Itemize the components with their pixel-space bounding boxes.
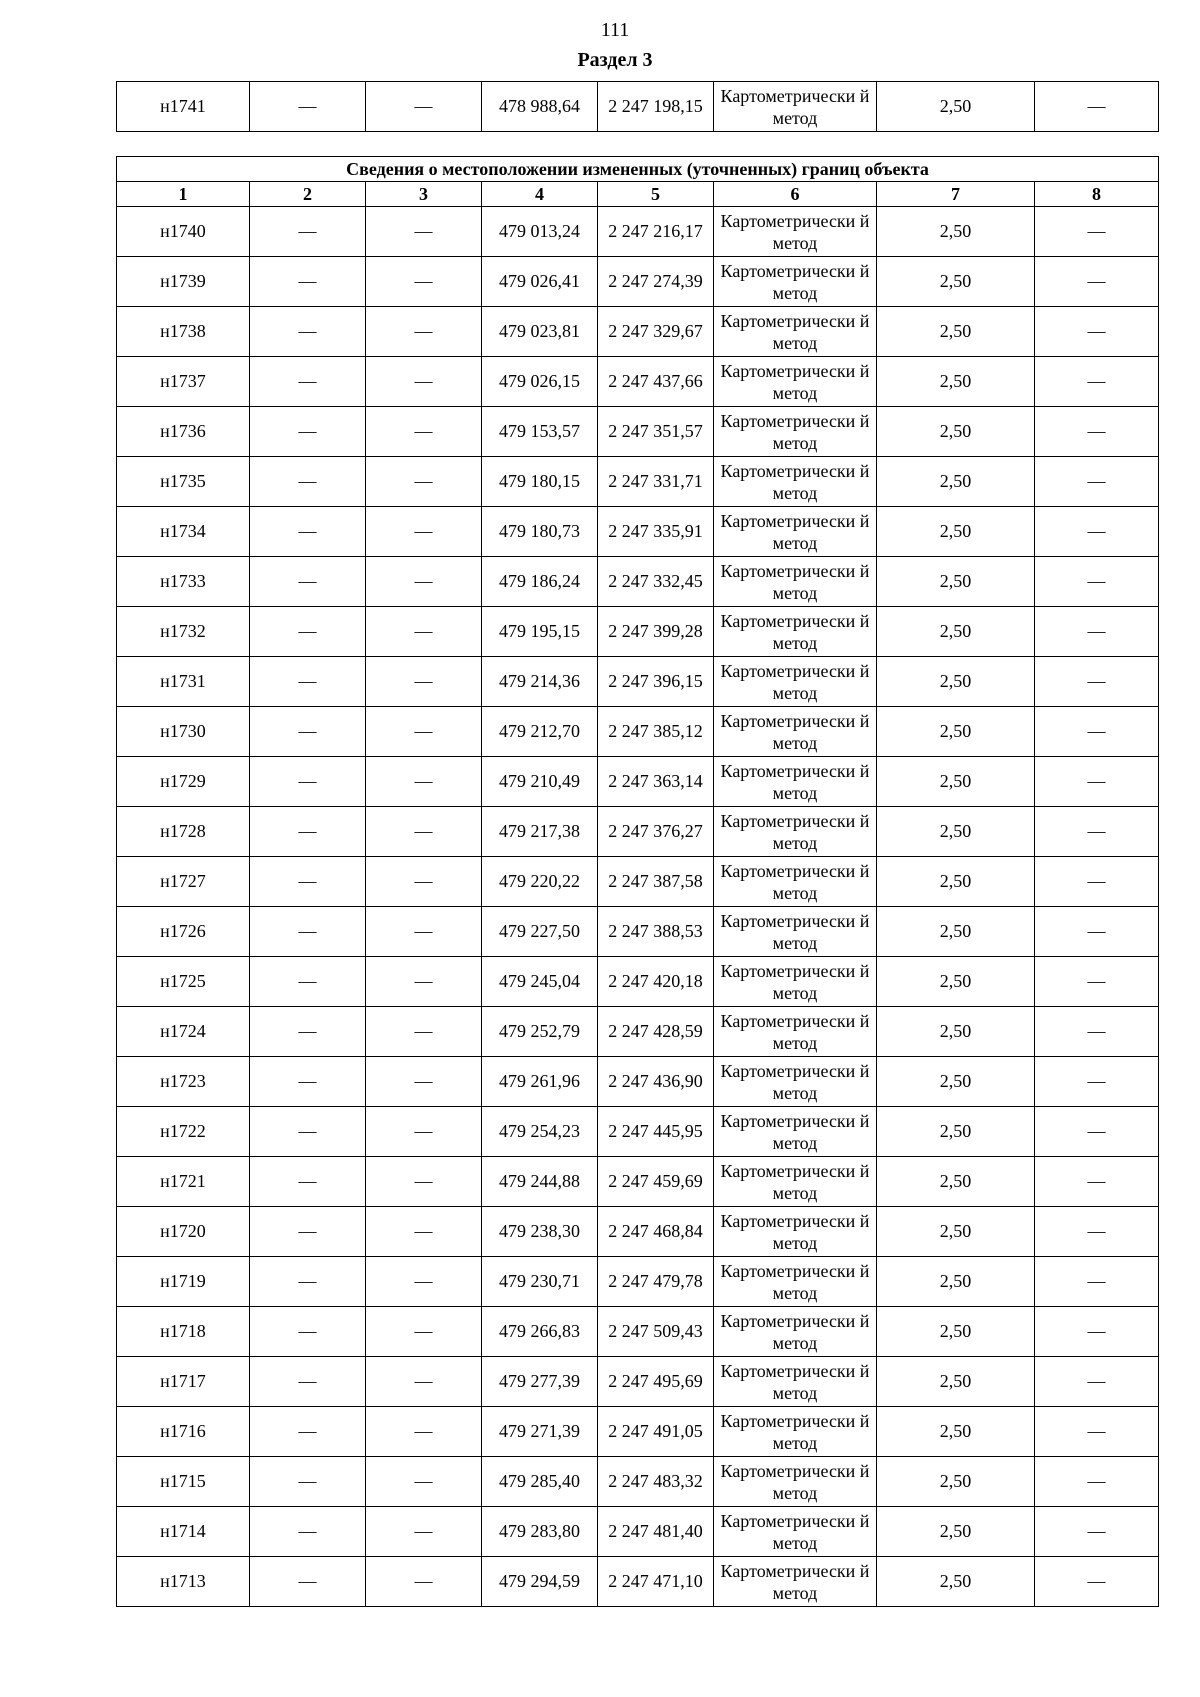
column-number-8: 8 — [1035, 182, 1159, 207]
method-cell: Картометрически й метод — [714, 1507, 877, 1557]
table-row — [117, 1107, 1159, 1157]
x-coordinate-cell: 479 210,49 — [482, 757, 598, 807]
accuracy-cell: 2,50 — [877, 657, 1035, 707]
x-coordinate-cell: 479 294,59 — [482, 1557, 598, 1607]
table-row — [117, 857, 1159, 907]
point-id-cell: н1729 — [117, 757, 250, 807]
table-row — [117, 957, 1159, 1007]
point-id-cell: н1730 — [117, 707, 250, 757]
empty-cell: — — [1035, 1407, 1159, 1457]
y-coordinate-cell: 2 247 479,78 — [598, 1257, 714, 1307]
point-id-cell: н1740 — [117, 207, 250, 257]
top-table-body — [117, 82, 1159, 132]
y-coordinate-cell: 2 247 481,40 — [598, 1507, 714, 1557]
accuracy-cell: 2,50 — [877, 707, 1035, 757]
accuracy-cell: 2,50 — [877, 507, 1035, 557]
empty-cell: — — [250, 457, 366, 507]
empty-cell: — — [250, 1157, 366, 1207]
empty-cell: — — [366, 857, 482, 907]
empty-cell: — — [250, 857, 366, 907]
accuracy-cell: 2,50 — [877, 607, 1035, 657]
table-row — [117, 757, 1159, 807]
empty-cell: — — [366, 757, 482, 807]
empty-cell: — — [250, 1407, 366, 1457]
table-row — [117, 82, 1159, 132]
table-row — [117, 457, 1159, 507]
point-id-cell: н1721 — [117, 1157, 250, 1207]
x-coordinate-cell: 479 220,22 — [482, 857, 598, 907]
accuracy-cell: 2,50 — [877, 757, 1035, 807]
accuracy-cell: 2,50 — [877, 1557, 1035, 1607]
empty-cell: — — [250, 257, 366, 307]
x-coordinate-cell: 479 214,36 — [482, 657, 598, 707]
empty-cell: — — [250, 607, 366, 657]
accuracy-cell: 2,50 — [877, 1107, 1035, 1157]
empty-cell: — — [250, 357, 366, 407]
y-coordinate-cell: 2 247 459,69 — [598, 1157, 714, 1207]
accuracy-cell: 2,50 — [877, 1157, 1035, 1207]
table-row — [117, 657, 1159, 707]
x-coordinate-cell: 479 026,41 — [482, 257, 598, 307]
y-coordinate-cell: 2 247 351,57 — [598, 407, 714, 457]
section-title: Раздел 3 — [577, 49, 653, 71]
table-row — [117, 507, 1159, 557]
accuracy-cell: 2,50 — [877, 1407, 1035, 1457]
empty-cell: — — [366, 257, 482, 307]
point-id-cell: н1738 — [117, 307, 250, 357]
empty-cell: — — [1035, 257, 1159, 307]
table-row — [117, 557, 1159, 607]
empty-cell: — — [366, 1557, 482, 1607]
y-coordinate-cell: 2 247 437,66 — [598, 357, 714, 407]
table-row — [117, 807, 1159, 857]
y-coordinate-cell: 2 247 396,15 — [598, 657, 714, 707]
x-coordinate-cell: 479 180,73 — [482, 507, 598, 557]
empty-cell: — — [366, 207, 482, 257]
empty-cell: — — [1035, 357, 1159, 407]
table-row — [117, 307, 1159, 357]
accuracy-cell: 2,50 — [877, 82, 1035, 132]
y-coordinate-cell: 2 247 445,95 — [598, 1107, 714, 1157]
empty-cell: — — [366, 707, 482, 757]
empty-cell: — — [1035, 307, 1159, 357]
method-cell: Картометрически й метод — [714, 1357, 877, 1407]
method-cell: Картометрически й метод — [714, 657, 877, 707]
empty-cell: — — [1035, 1157, 1159, 1207]
table-row — [117, 407, 1159, 457]
empty-cell: — — [366, 407, 482, 457]
point-id-cell: н1716 — [117, 1407, 250, 1457]
table-row — [117, 1457, 1159, 1507]
y-coordinate-cell: 2 247 331,71 — [598, 457, 714, 507]
y-coordinate-cell: 2 247 420,18 — [598, 957, 714, 1007]
empty-cell: — — [250, 507, 366, 557]
y-coordinate-cell: 2 247 387,58 — [598, 857, 714, 907]
empty-cell: — — [250, 707, 366, 757]
empty-cell: — — [1035, 1307, 1159, 1357]
accuracy-cell: 2,50 — [877, 1257, 1035, 1307]
empty-cell: — — [1035, 557, 1159, 607]
empty-cell: — — [1035, 457, 1159, 507]
y-coordinate-cell: 2 247 376,27 — [598, 807, 714, 857]
point-id-cell: н1719 — [117, 1257, 250, 1307]
empty-cell: — — [366, 1007, 482, 1057]
column-number-2: 2 — [250, 182, 366, 207]
x-coordinate-cell: 479 277,39 — [482, 1357, 598, 1407]
empty-cell: — — [250, 907, 366, 957]
method-cell: Картометрически й метод — [714, 82, 877, 132]
y-coordinate-cell: 2 247 495,69 — [598, 1357, 714, 1407]
column-number-3: 3 — [366, 182, 482, 207]
x-coordinate-cell: 479 238,30 — [482, 1207, 598, 1257]
point-id-cell: н1733 — [117, 557, 250, 607]
empty-cell: — — [1035, 957, 1159, 1007]
empty-cell: — — [250, 1307, 366, 1357]
empty-cell: — — [366, 1507, 482, 1557]
method-cell: Картометрически й метод — [714, 1157, 877, 1207]
accuracy-cell: 2,50 — [877, 1307, 1035, 1357]
point-id-cell: н1714 — [117, 1507, 250, 1557]
empty-cell: — — [250, 1257, 366, 1307]
method-cell: Картометрически й метод — [714, 1057, 877, 1107]
empty-cell: — — [250, 557, 366, 607]
point-id-cell: н1722 — [117, 1107, 250, 1157]
y-coordinate-cell: 2 247 436,90 — [598, 1057, 714, 1107]
empty-cell: — — [1035, 1057, 1159, 1107]
accuracy-cell: 2,50 — [877, 307, 1035, 357]
table-row — [117, 1057, 1159, 1107]
method-cell: Картометрически й метод — [714, 1007, 877, 1057]
empty-cell: — — [366, 1357, 482, 1407]
x-coordinate-cell: 479 244,88 — [482, 1157, 598, 1207]
empty-cell: — — [1035, 707, 1159, 757]
table-row — [117, 207, 1159, 257]
y-coordinate-cell: 2 247 216,17 — [598, 207, 714, 257]
table-row — [117, 257, 1159, 307]
empty-cell: — — [366, 557, 482, 607]
empty-cell: — — [1035, 1007, 1159, 1057]
accuracy-cell: 2,50 — [877, 407, 1035, 457]
table-row — [117, 1257, 1159, 1307]
empty-cell: — — [250, 1007, 366, 1057]
table-row — [117, 357, 1159, 407]
method-cell: Картометрически й метод — [714, 507, 877, 557]
point-id-cell: н1739 — [117, 257, 250, 307]
point-id-cell: н1732 — [117, 607, 250, 657]
method-cell: Картометрически й метод — [714, 1407, 877, 1457]
method-cell: Картометрически й метод — [714, 607, 877, 657]
column-number-4: 4 — [482, 182, 598, 207]
x-coordinate-cell: 479 230,71 — [482, 1257, 598, 1307]
empty-cell: — — [366, 907, 482, 957]
method-cell: Картометрически й метод — [714, 1557, 877, 1607]
table-row — [117, 707, 1159, 757]
y-coordinate-cell: 2 247 471,10 — [598, 1557, 714, 1607]
empty-cell: — — [1035, 1207, 1159, 1257]
empty-cell: — — [366, 957, 482, 1007]
empty-cell: — — [366, 457, 482, 507]
x-coordinate-cell: 479 261,96 — [482, 1057, 598, 1107]
empty-cell: — — [366, 1057, 482, 1107]
x-coordinate-cell: 479 013,24 — [482, 207, 598, 257]
empty-cell: — — [250, 82, 366, 132]
table-title: Сведения о местоположении измененных (уточненных) границ объекта — [117, 157, 1159, 182]
method-cell: Картометрически й метод — [714, 1307, 877, 1357]
table-row — [117, 1507, 1159, 1557]
empty-cell: — — [250, 1057, 366, 1107]
accuracy-cell: 2,50 — [877, 257, 1035, 307]
accuracy-cell: 2,50 — [877, 357, 1035, 407]
method-cell: Картометрически й метод — [714, 307, 877, 357]
accuracy-cell: 2,50 — [877, 1057, 1035, 1107]
empty-cell: — — [250, 1507, 366, 1557]
x-coordinate-cell: 479 217,38 — [482, 807, 598, 857]
x-coordinate-cell: 479 195,15 — [482, 607, 598, 657]
table-row — [117, 1407, 1159, 1457]
point-id-cell: н1734 — [117, 507, 250, 557]
empty-cell: — — [250, 307, 366, 357]
point-id-cell: н1736 — [117, 407, 250, 457]
x-coordinate-cell: 479 245,04 — [482, 957, 598, 1007]
column-number-6: 6 — [714, 182, 877, 207]
x-coordinate-cell: 479 153,57 — [482, 407, 598, 457]
empty-cell: — — [366, 1207, 482, 1257]
point-id-cell: н1726 — [117, 907, 250, 957]
empty-cell: — — [366, 607, 482, 657]
y-coordinate-cell: 2 247 509,43 — [598, 1307, 714, 1357]
method-cell: Картометрически й метод — [714, 257, 877, 307]
method-cell: Картометрически й метод — [714, 957, 877, 1007]
y-coordinate-cell: 2 247 198,15 — [598, 82, 714, 132]
x-coordinate-cell: 479 254,23 — [482, 1107, 598, 1157]
x-coordinate-cell: 479 023,81 — [482, 307, 598, 357]
x-coordinate-cell: 479 283,80 — [482, 1507, 598, 1557]
empty-cell: — — [250, 657, 366, 707]
column-number-1: 1 — [117, 182, 250, 207]
empty-cell: — — [1035, 507, 1159, 557]
y-coordinate-cell: 2 247 483,32 — [598, 1457, 714, 1507]
method-cell: Картометрически й метод — [714, 907, 877, 957]
empty-cell: — — [250, 1357, 366, 1407]
empty-cell: — — [1035, 607, 1159, 657]
empty-cell: — — [366, 1157, 482, 1207]
y-coordinate-cell: 2 247 274,39 — [598, 257, 714, 307]
method-cell: Картометрически й метод — [714, 707, 877, 757]
x-coordinate-cell: 479 252,79 — [482, 1007, 598, 1057]
method-cell: Картометрически й метод — [714, 757, 877, 807]
empty-cell: — — [250, 1207, 366, 1257]
main-table-body — [117, 207, 1159, 1607]
empty-cell: — — [250, 957, 366, 1007]
empty-cell: — — [250, 1457, 366, 1507]
y-coordinate-cell: 2 247 385,12 — [598, 707, 714, 757]
accuracy-cell: 2,50 — [877, 1507, 1035, 1557]
empty-cell: — — [366, 1257, 482, 1307]
point-id-cell: н1717 — [117, 1357, 250, 1407]
accuracy-cell: 2,50 — [877, 1357, 1035, 1407]
accuracy-cell: 2,50 — [877, 1207, 1035, 1257]
accuracy-cell: 2,50 — [877, 457, 1035, 507]
empty-cell: — — [1035, 1457, 1159, 1507]
x-coordinate-cell: 479 212,70 — [482, 707, 598, 757]
empty-cell: — — [1035, 1357, 1159, 1407]
table-row — [117, 1157, 1159, 1207]
accuracy-cell: 2,50 — [877, 857, 1035, 907]
empty-cell: — — [1035, 907, 1159, 957]
empty-cell: — — [366, 1407, 482, 1457]
empty-cell: — — [366, 82, 482, 132]
accuracy-cell: 2,50 — [877, 1457, 1035, 1507]
point-id-cell: н1713 — [117, 1557, 250, 1607]
x-coordinate-cell: 478 988,64 — [482, 82, 598, 132]
empty-cell: — — [366, 507, 482, 557]
method-cell: Картометрически й метод — [714, 1257, 877, 1307]
boundary-coordinates-table — [116, 156, 1159, 1607]
empty-cell: — — [250, 207, 366, 257]
y-coordinate-cell: 2 247 468,84 — [598, 1207, 714, 1257]
method-cell: Картометрически й метод — [714, 1107, 877, 1157]
accuracy-cell: 2,50 — [877, 1007, 1035, 1057]
top-coordinates-table — [116, 81, 1159, 132]
method-cell: Картометрически й метод — [714, 1207, 877, 1257]
empty-cell: — — [366, 1457, 482, 1507]
table-row — [117, 1357, 1159, 1407]
empty-cell: — — [250, 757, 366, 807]
empty-cell: — — [1035, 657, 1159, 707]
y-coordinate-cell: 2 247 388,53 — [598, 907, 714, 957]
column-number-row — [117, 182, 1159, 207]
empty-cell: — — [250, 1107, 366, 1157]
accuracy-cell: 2,50 — [877, 957, 1035, 1007]
accuracy-cell: 2,50 — [877, 207, 1035, 257]
method-cell: Картометрически й метод — [714, 857, 877, 907]
empty-cell: — — [366, 307, 482, 357]
table-row — [117, 1207, 1159, 1257]
point-id-cell: н1718 — [117, 1307, 250, 1357]
empty-cell: — — [366, 1107, 482, 1157]
y-coordinate-cell: 2 247 491,05 — [598, 1407, 714, 1457]
method-cell: Картометрически й метод — [714, 1457, 877, 1507]
accuracy-cell: 2,50 — [877, 907, 1035, 957]
y-coordinate-cell: 2 247 332,45 — [598, 557, 714, 607]
accuracy-cell: 2,50 — [877, 557, 1035, 607]
empty-cell: — — [1035, 1257, 1159, 1307]
method-cell: Картометрически й метод — [714, 807, 877, 857]
table-row — [117, 607, 1159, 657]
empty-cell: — — [1035, 757, 1159, 807]
empty-cell: — — [1035, 82, 1159, 132]
method-cell: Картометрически й метод — [714, 357, 877, 407]
table-row — [117, 1307, 1159, 1357]
x-coordinate-cell: 479 266,83 — [482, 1307, 598, 1357]
y-coordinate-cell: 2 247 329,67 — [598, 307, 714, 357]
method-cell: Картометрически й метод — [714, 407, 877, 457]
point-id-cell: н1731 — [117, 657, 250, 707]
x-coordinate-cell: 479 227,50 — [482, 907, 598, 957]
point-id-cell: н1723 — [117, 1057, 250, 1107]
method-cell: Картометрически й метод — [714, 457, 877, 507]
point-id-cell: н1727 — [117, 857, 250, 907]
empty-cell: — — [250, 407, 366, 457]
y-coordinate-cell: 2 247 363,14 — [598, 757, 714, 807]
table-row — [117, 1007, 1159, 1057]
empty-cell: — — [366, 1307, 482, 1357]
empty-cell: — — [1035, 857, 1159, 907]
point-id-cell: н1724 — [117, 1007, 250, 1057]
x-coordinate-cell: 479 271,39 — [482, 1407, 598, 1457]
empty-cell: — — [1035, 807, 1159, 857]
point-id-cell: н1741 — [117, 82, 250, 132]
column-number-7: 7 — [877, 182, 1035, 207]
y-coordinate-cell: 2 247 428,59 — [598, 1007, 714, 1057]
empty-cell: — — [1035, 1557, 1159, 1607]
empty-cell: — — [366, 357, 482, 407]
point-id-cell: н1737 — [117, 357, 250, 407]
empty-cell: — — [1035, 1107, 1159, 1157]
x-coordinate-cell: 479 186,24 — [482, 557, 598, 607]
accuracy-cell: 2,50 — [877, 807, 1035, 857]
point-id-cell: н1720 — [117, 1207, 250, 1257]
x-coordinate-cell: 479 180,15 — [482, 457, 598, 507]
empty-cell: — — [366, 657, 482, 707]
empty-cell: — — [1035, 207, 1159, 257]
point-id-cell: н1715 — [117, 1457, 250, 1507]
column-number-5: 5 — [598, 182, 714, 207]
empty-cell: — — [250, 1557, 366, 1607]
method-cell: Картометрически й метод — [714, 557, 877, 607]
point-id-cell: н1725 — [117, 957, 250, 1007]
table-row — [117, 1557, 1159, 1607]
method-cell: Картометрически й метод — [714, 207, 877, 257]
x-coordinate-cell: 479 285,40 — [482, 1457, 598, 1507]
empty-cell: — — [1035, 407, 1159, 457]
point-id-cell: н1728 — [117, 807, 250, 857]
x-coordinate-cell: 479 026,15 — [482, 357, 598, 407]
page-number: 111 — [600, 19, 630, 41]
empty-cell: — — [1035, 1507, 1159, 1557]
y-coordinate-cell: 2 247 335,91 — [598, 507, 714, 557]
empty-cell: — — [250, 807, 366, 857]
empty-cell: — — [366, 807, 482, 857]
point-id-cell: н1735 — [117, 457, 250, 507]
y-coordinate-cell: 2 247 399,28 — [598, 607, 714, 657]
table-row — [117, 907, 1159, 957]
